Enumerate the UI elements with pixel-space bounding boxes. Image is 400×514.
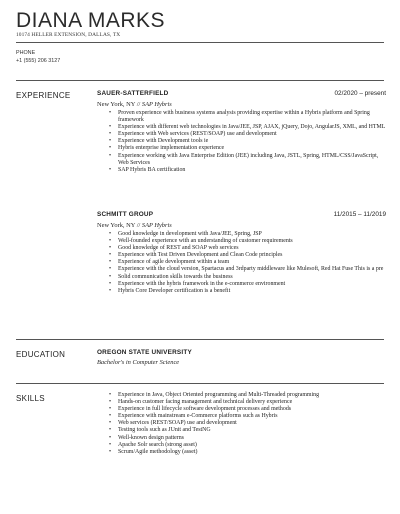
job-location-city: New York, NY //: [97, 222, 141, 229]
job-location-city: New York, NY //: [97, 101, 141, 108]
list-item: • Experience with the cloud version, Spartacus and 3rdparty middleware like Mulesoft, Red Hat Fuse This is a pre: [109, 266, 386, 273]
job-bullet-list: [97, 231, 386, 295]
skills-entry: [97, 392, 386, 456]
list-item: • Apache Solr search (strong asset): [109, 442, 386, 449]
list-item: • Experience with the hybris framework in the e-commerce environment: [109, 281, 386, 288]
job-entry: [97, 90, 386, 174]
list-item: • Experience with Development tools ie: [109, 138, 386, 145]
job-location: [97, 100, 386, 109]
list-item: • Web services (REST/SOAP) use and development: [109, 420, 386, 427]
list-item: • Solid communication skills towards the business: [109, 274, 386, 281]
list-item: • Hybris enterprise implementation experience: [109, 145, 386, 152]
education-degree: Bachelor's in Computer Science: [97, 359, 180, 366]
list-item: • Hybris Core Developer certification is a benefit: [109, 288, 386, 295]
experience-divider: [16, 80, 384, 81]
job-dates: 02/2020 – present: [334, 90, 386, 97]
job-role: SAP Hybris: [141, 222, 172, 229]
job-company: SAUER-SATTERFIELD: [97, 90, 169, 97]
phone-label: PHONE: [16, 50, 36, 56]
list-item: • Experience of agile development within a team: [109, 259, 386, 266]
list-item: • Scrum/Agile methodology (asset): [109, 449, 386, 456]
list-item: • Well-founded experience with an understanding of customer requirements: [109, 238, 386, 245]
list-item: • Experience working with Java Enterprise Edition (JEE) including Java, JSTL, Spring, HTML/CSS/JavaScript, Web Services: [109, 153, 386, 167]
header-divider: [16, 42, 384, 43]
job-role: SAP Hybris: [141, 101, 172, 108]
job-bullet-list: [97, 110, 386, 174]
list-item: • Good knowledge in development with Java/JEE, Spring, JSP: [109, 231, 386, 238]
skills-divider: [16, 383, 384, 384]
job-location: [97, 221, 386, 230]
education-divider: [16, 339, 384, 340]
job-company: SCHMITT GROUP: [97, 211, 154, 218]
experience-section-title: EXPERIENCE: [16, 91, 71, 100]
list-item: • Experience with Web services (REST/SOAP) use and development: [109, 131, 386, 138]
list-item: • Proven experience with business systems analysis providing expertise within a Hybris platform and Spring framework: [109, 110, 386, 124]
list-item: • Experience in full lifecycle software development processes and methods: [109, 406, 386, 413]
list-item: • Experience with Test Driven Development and Clean Code principles: [109, 252, 386, 259]
education-school: OREGON STATE UNIVERSITY: [97, 349, 192, 356]
list-item: • Well-known design patterns: [109, 435, 386, 442]
education-section-title: EDUCATION: [16, 350, 66, 359]
candidate-name: DIANA MARKS: [16, 9, 166, 32]
job-dates: 11/2015 – 11/2019: [333, 211, 386, 218]
phone-value: +1 (555) 206 3127: [16, 58, 61, 64]
list-item: • Good knowledge of REST and SOAP web services: [109, 245, 386, 252]
list-item: • SAP Hybris BA certification: [109, 167, 386, 174]
list-item: • Experience with different web technologies in Java/JEE, JSP, AJAX, jQuery, Dojo, AngularJS, XML, and HTML: [109, 124, 386, 131]
list-item: • Experience in Java, Object Oriented programming and Multi-Threaded programming: [109, 392, 386, 399]
job-entry: [97, 211, 386, 295]
education-entry: [97, 349, 386, 366]
skills-bullet-list: [97, 392, 386, 456]
list-item: • Hands-on customer facing management and technical delivery experience: [109, 399, 386, 406]
list-item: • Experience with mainstream e-Commerce platforms such as Hybris: [109, 413, 386, 420]
candidate-address: 10174 HELLER EXTENSION, DALLAS, TX: [16, 32, 121, 38]
list-item: • Testing tools such as JUnit and TestNG: [109, 427, 386, 434]
skills-section-title: SKILLS: [16, 394, 45, 403]
